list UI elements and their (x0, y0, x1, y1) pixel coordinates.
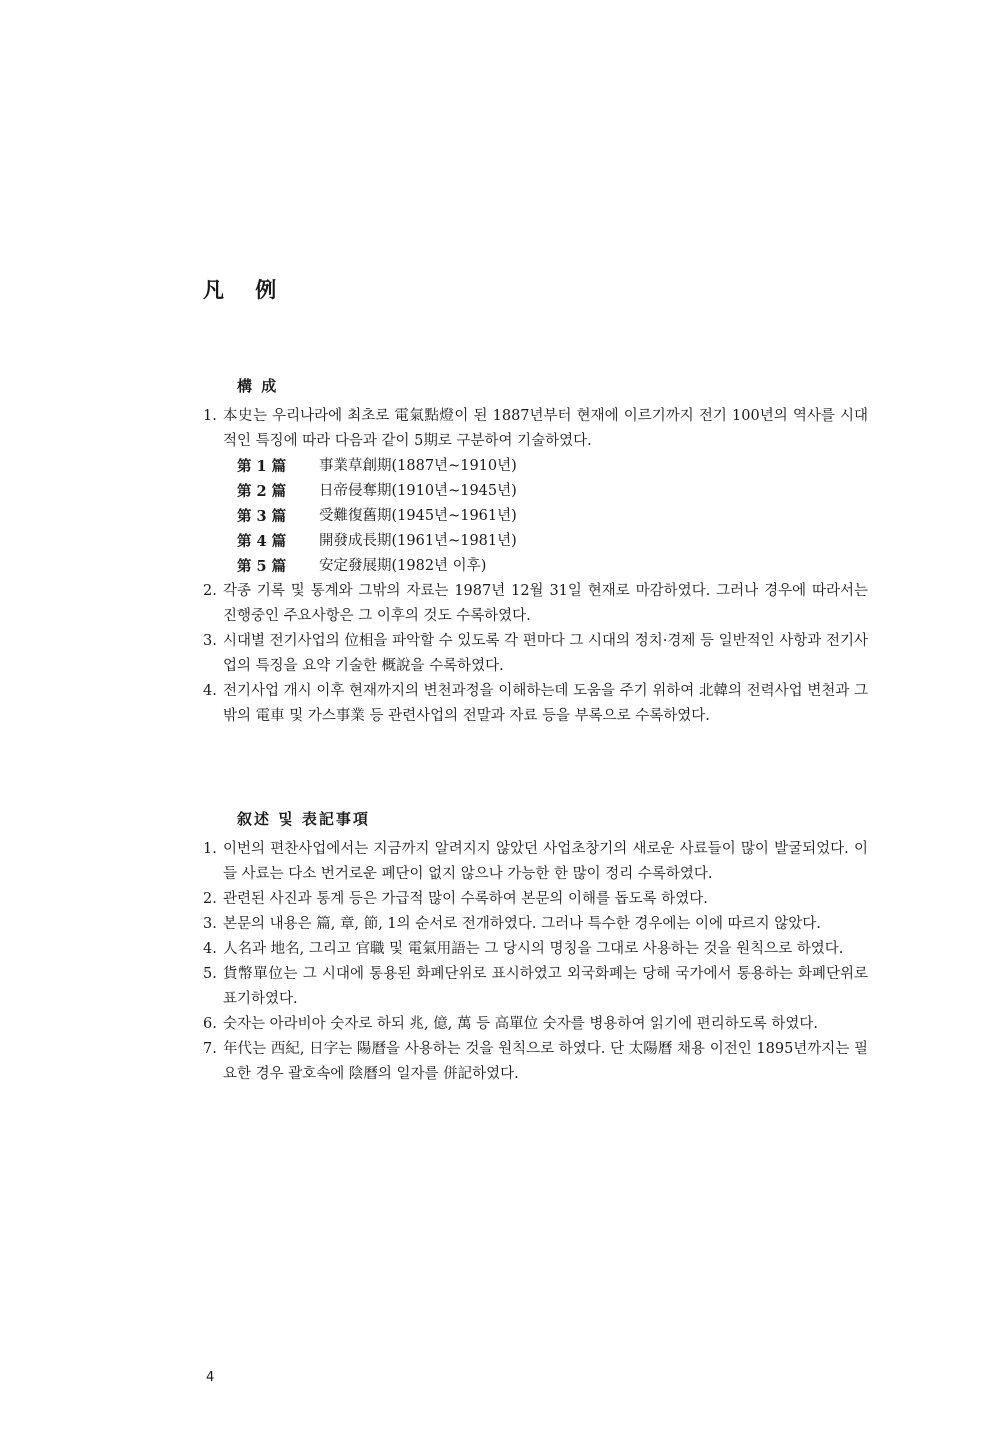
period-text: 事業草創期(1887년~1910년) (319, 458, 517, 474)
list-item (203, 962, 868, 1012)
section-heading: 構 成 (237, 377, 279, 395)
item-text: 本史는 우리나라에 최초로 電氣點燈이 된 1887년부터 현재에 이르기까지 전기 100년의 역사를 시대적인 특징에 따라 다음과 같이 5期로 구분하여 기술하였다. (223, 408, 868, 449)
period-item (237, 454, 868, 479)
item-text: 각종 기록 및 통계와 그밖의 자료는 1987년 12월 31일 현재로 마감하였다. 그러나 경우에 따라서는 진행중인 주요사항은 그 이후의 것도 수록하였다. (223, 583, 868, 624)
item-number: 3. (203, 633, 217, 649)
period-item (237, 504, 868, 529)
item-text: 전기사업 개시 이후 현재까지의 변천과정을 이해하는데 도움을 주기 위하여 北韓의 전력사업 변천과 그밖의 電車 및 가스事業 등 관련사업의 전말과 자료 등을 부록으로 수록하였다. (223, 683, 868, 724)
item-number: 4. (203, 941, 217, 957)
item-text: 숫자는 아라비아 숫자로 하되 兆, 億, 萬 등 高單位 숫자를 병용하여 읽기에 편리하도록 하였다. (223, 1016, 818, 1032)
period-list (237, 454, 868, 579)
page-number: 4 (206, 1370, 215, 1385)
item-text: 貨幣單位는 그 시대에 통용된 화폐단위로 표시하였고 외국화폐는 당해 국가에서 통용하는 화폐단위로 표기하였다. (223, 966, 868, 1007)
period-item (237, 529, 868, 554)
list-item (203, 937, 868, 962)
period-text: 受難復舊期(1945년~1961년) (319, 508, 517, 524)
period-number: 第 4 篇 (237, 533, 287, 550)
list-item (203, 629, 868, 679)
list-item (203, 579, 868, 629)
item-text: 시대별 전기사업의 位相을 파악할 수 있도록 각 편마다 그 시대의 정치·경제 등 일반적인 사항과 전기사업의 특징을 요약 기술한 概說을 수록하였다. (223, 633, 868, 674)
section-heading: 叙述 및 表記事項 (237, 810, 370, 828)
list-item (203, 1012, 868, 1037)
item-text: 人名과 地名, 그리고 官職 및 電氣用語는 그 당시의 명칭을 그대로 사용하는 것을 원칙으로 하였다. (223, 941, 844, 957)
item-number: 3. (203, 916, 217, 932)
period-number: 第 3 篇 (237, 508, 287, 525)
item-number: 1. (203, 408, 217, 424)
page-title: 凡 例 (203, 277, 289, 302)
period-text: 開發成長期(1961년~1981년) (319, 533, 517, 549)
list-item (203, 887, 868, 912)
list-item (203, 837, 868, 887)
list-item (203, 1037, 868, 1087)
item-number: 5. (203, 966, 217, 982)
item-number: 4. (203, 683, 217, 699)
period-item (237, 554, 868, 579)
period-text: 安定發展期(1982년 이후) (319, 558, 487, 574)
period-text: 日帝侵奪期(1910년~1945년) (319, 483, 517, 499)
item-text: 年代는 西紀, 日字는 陽曆을 사용하는 것을 원칙으로 하였다. 단 太陽曆 채용 이전인 1895년까지는 필요한 경우 괄호속에 陰曆의 일자를 併記하였다. (223, 1041, 868, 1082)
item-number: 1. (203, 841, 217, 857)
item-number: 7. (203, 1041, 217, 1057)
item-text: 본문의 내용은 篇, 章, 節, 1의 순서로 전개하였다. 그러나 특수한 경우에는 이에 따르지 않았다. (223, 916, 821, 932)
period-number: 第 5 篇 (237, 558, 287, 575)
item-number: 2. (203, 583, 217, 599)
list-item (203, 679, 868, 729)
list-item (203, 912, 868, 937)
period-number: 第 1 篇 (237, 458, 287, 475)
section-composition (203, 375, 868, 729)
list-item (203, 404, 868, 454)
period-item (237, 479, 868, 504)
item-text: 이번의 편찬사업에서는 지금까지 알려지지 않았던 사업초창기의 새로운 사료들이 많이 발굴되었다. 이들 사료는 다소 번거로운 폐단이 없지 않으나 가능한 한 많이 정리 수록하였다. (223, 841, 868, 882)
item-number: 2. (203, 891, 217, 907)
period-number: 第 2 篇 (237, 483, 287, 500)
item-text: 관련된 사진과 통계 등은 가급적 많이 수록하여 본문의 이해를 돕도록 하였다. (223, 891, 708, 907)
item-number: 6. (203, 1016, 217, 1032)
section-description-notation (203, 808, 868, 1087)
